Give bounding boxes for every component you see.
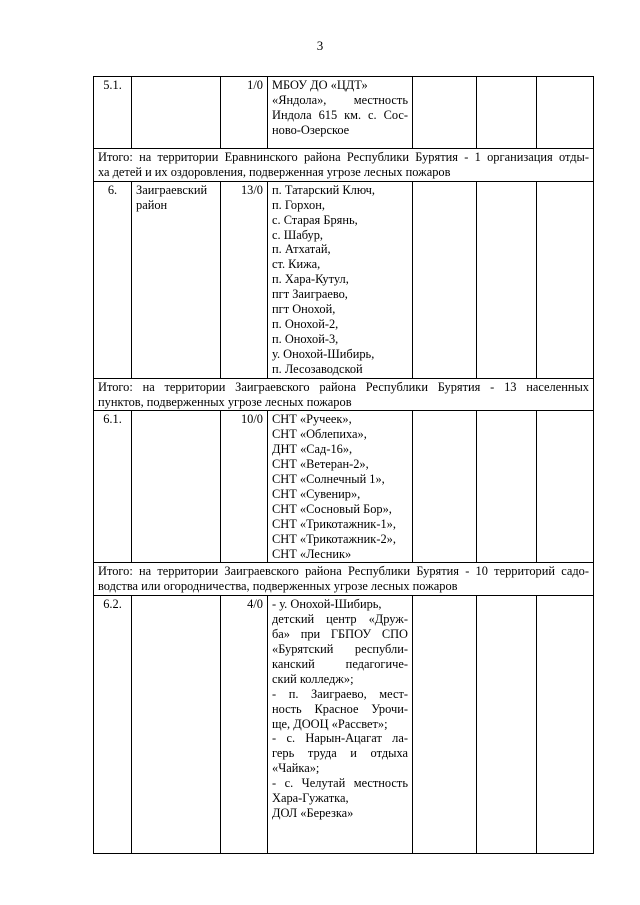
page-number: 3 (316, 38, 324, 53)
empty-cell (477, 77, 537, 149)
empty-cell (537, 596, 594, 854)
row-number-cell: 6.2. (94, 596, 132, 854)
place-cell: МБОУ ДО «ЦДТ» «Яндола», местность Индола 615 км. с. Сос- ново-Озерское (268, 77, 413, 149)
empty-cell (537, 181, 594, 378)
place-cell: п. Татарский Ключ, п. Горхон, с. Старая Брянь, с. Шабур, п. Атхатай, ст. Кижа, п. Хара-Кутул, пгт Заиграево, пгт Онохой, п. Онохой-2, п. Онохой-3, у. Онохой-Шибирь, п. Лесозаводской (268, 181, 413, 378)
empty-cell (537, 411, 594, 563)
empty-cell (413, 411, 477, 563)
empty-cell (477, 411, 537, 563)
row-number-cell: 5.1. (94, 77, 132, 149)
place-cell: СНТ «Ручеек», СНТ «Облепиха», ДНТ «Сад-16», СНТ «Ветеран-2», СНТ «Солнечный 1», СНТ «Сувенир», СНТ «Сосновый Бор», СНТ «Трикотажник-1», СНТ «Трикотажник-2», СНТ «Лесник» (268, 411, 413, 563)
count-cell: 1/0 (221, 77, 268, 149)
count-cell: 4/0 (221, 596, 268, 854)
table-row-6-2 (94, 596, 594, 854)
empty-cell (537, 77, 594, 149)
district-cell: Заиграевский район (132, 181, 221, 378)
count-cell: 10/0 (221, 411, 268, 563)
place-cell: - у. Онохой-Шибирь, детский центр «Друж- ба» при ГБПОУ СПО «Бурятский республи- канский педагогиче- ский колледж»; - п. Заиграево, мест- ность Красное Урочи- ще, ДООЦ «Рассвет»; - с. Нарын-Ацагат ла- герь труда и отдыха «Чайка»; - с. Челутай местность Хара-Гужатка, ДОЛ «Березка» (268, 596, 413, 854)
empty-cell (477, 596, 537, 854)
empty-cell (413, 77, 477, 149)
table-row-6-1 (94, 411, 594, 563)
row-number-cell: 6. (94, 181, 132, 378)
row-number-cell: 6.1. (94, 411, 132, 563)
count-cell: 13/0 (221, 181, 268, 378)
fire-threat-table (93, 76, 594, 854)
summary-cell: Итого: на территории Заиграевского района Республики Бурятия - 10 территорий садо- водства или огородничества, подверженных угрозе лесных пожаров (94, 563, 594, 596)
summary-row-zaigraevo-gardens (94, 563, 594, 596)
summary-row-eravna (94, 149, 594, 182)
district-cell (132, 411, 221, 563)
table-row-5-1 (94, 77, 594, 149)
summary-cell: Итого: на территории Заиграевского района Республики Бурятия - 13 населенных пунктов, подверженных угрозе лесных пожаров (94, 378, 594, 411)
summary-cell: Итого: на территории Еравнинского района Республики Бурятия - 1 организация отды- ха детей и их оздоровления, подверженная угрозе лесных пожаров (94, 149, 594, 182)
table-row-6 (94, 181, 594, 378)
empty-cell (413, 181, 477, 378)
district-cell (132, 77, 221, 149)
summary-row-zaigraevo-settlements (94, 378, 594, 411)
district-cell (132, 596, 221, 854)
empty-cell (413, 596, 477, 854)
empty-cell (477, 181, 537, 378)
